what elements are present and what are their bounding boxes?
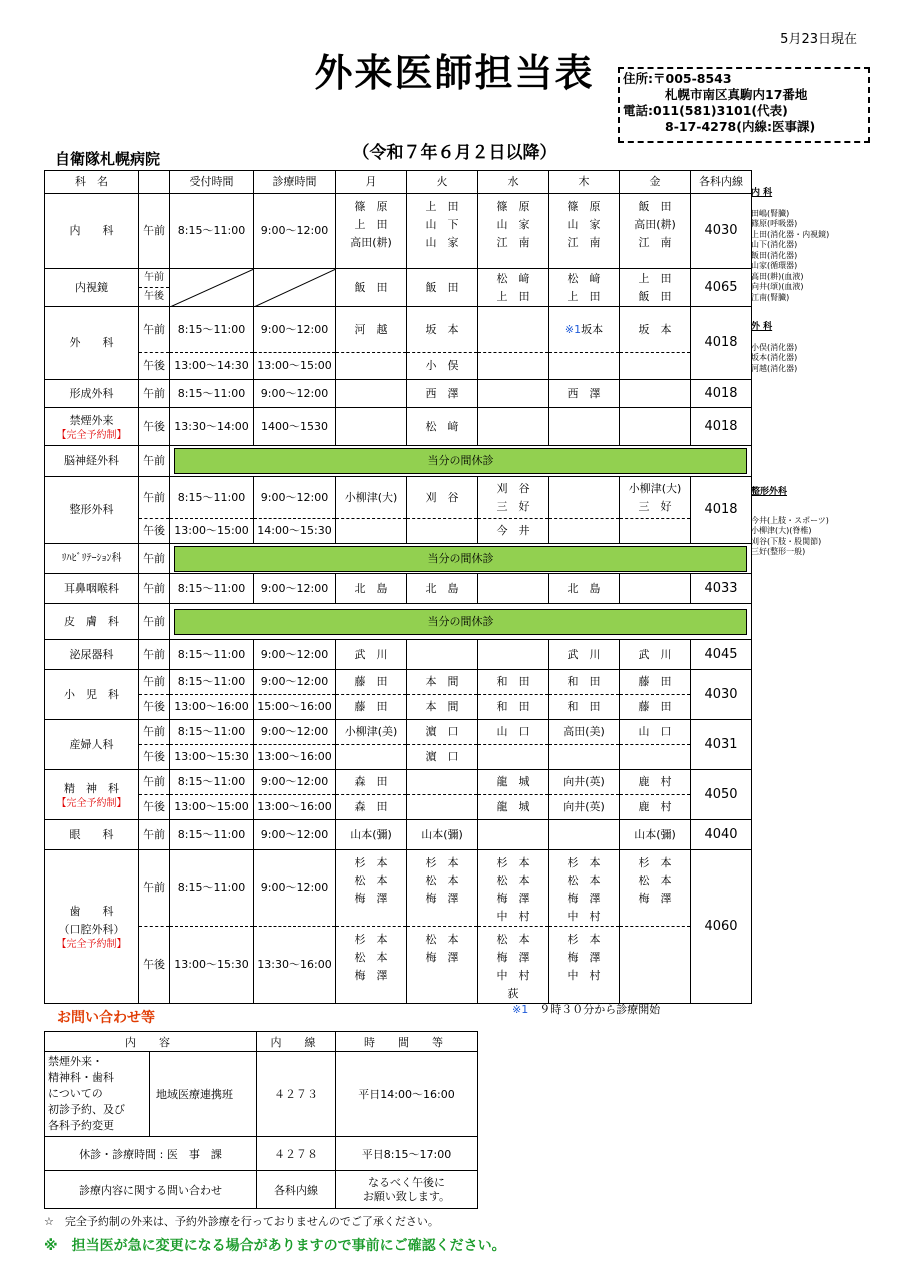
- dept-label: 禁煙外来: [69, 413, 114, 427]
- extension: 4030: [691, 670, 752, 720]
- row-hinyo: [45, 640, 752, 670]
- row-ganka: [45, 820, 752, 850]
- consult-time: 13:00〜15:00: [254, 353, 336, 380]
- session-am: 午前: [139, 720, 170, 745]
- dept-name: 泌尿器科: [45, 640, 139, 670]
- doctor-cell: 和 田: [478, 695, 549, 720]
- address-line: 住所:〒005-8543: [623, 71, 732, 86]
- inquiry-header-time: 時 間 等: [336, 1032, 478, 1052]
- doctor-cell: 篠 原 山 家 江 南: [478, 194, 549, 269]
- reception-time: 8:15〜11:00: [170, 477, 254, 519]
- doctor-cell: 小柳津(大): [336, 477, 407, 519]
- doctor-cell: 本 間: [407, 670, 478, 695]
- dept-label: 歯 科: [69, 904, 114, 918]
- extension: 4060: [691, 850, 752, 1004]
- dept-name: 小 児 科: [45, 670, 139, 720]
- row-shika: [45, 850, 752, 927]
- session-pm: 午後: [139, 795, 170, 820]
- doctor-cell: 杉 本 松 本 梅 澤: [336, 927, 407, 1004]
- dept-name: 産婦人科: [45, 720, 139, 770]
- closed-bar: 当分の間休診: [174, 609, 747, 635]
- doctor-cell: [620, 380, 691, 408]
- doctor-cell: [620, 519, 691, 544]
- session-am: 午前: [139, 850, 170, 927]
- geka-notes: [751, 311, 797, 385]
- doctor-cell: [620, 353, 691, 380]
- doctor-cell: 山本(彌): [620, 820, 691, 850]
- footnote-text: ９時３０分から診療開始: [539, 1003, 661, 1016]
- doctor-cell: [478, 820, 549, 850]
- address-line: 札幌市南区真駒内17番地: [665, 87, 808, 102]
- doctor-cell: [549, 745, 620, 770]
- doctor-cell: 杉 本 松 本 梅 澤 中 村: [478, 850, 549, 927]
- reception-time: 8:15〜11:00: [170, 574, 254, 604]
- doctor-cell: 森 田: [336, 795, 407, 820]
- phone-line: 8-17-4278(内線:医事課): [665, 119, 816, 134]
- notes-title: 外 科: [751, 321, 773, 332]
- reception-time: 13:00〜15:00: [170, 795, 254, 820]
- doctor-cell: [549, 820, 620, 850]
- reservation-note: ☆ 完全予約制の外来は、予約外診療を行っておりませんのでご了承ください。: [44, 1215, 439, 1228]
- diagonal-line: [254, 269, 336, 307]
- header-thu: 木: [549, 171, 620, 194]
- dept-name: [45, 770, 139, 820]
- doctor-cell: 北 島: [407, 574, 478, 604]
- row-naika: [45, 194, 752, 269]
- doctor-cell: [478, 574, 549, 604]
- doctor-cell: 向井(英): [549, 770, 620, 795]
- doctor-cell: 杉 本 松 本 梅 澤: [407, 850, 478, 927]
- reception-time: 8:15〜11:00: [170, 720, 254, 745]
- consult-time: 14:00〜15:30: [254, 519, 336, 544]
- session-am: 午前: [139, 544, 170, 574]
- header-tue: 火: [407, 171, 478, 194]
- row-jibi: [45, 574, 752, 604]
- inquiry-header-content: 内 容: [45, 1032, 257, 1052]
- doctor-cell: 篠 原 山 家 江 南: [549, 194, 620, 269]
- doctor-cell: 藤 田: [620, 670, 691, 695]
- extension: 4040: [691, 820, 752, 850]
- doctor-cell: 武 川: [620, 640, 691, 670]
- doctor-cell: [407, 640, 478, 670]
- inquiry-items: 禁煙外来・ 精神科・歯科 についての 初診予約、及び 各科予約変更: [45, 1052, 150, 1136]
- session-am: 午前: [139, 307, 170, 353]
- doctor-cell: 向井(英): [549, 795, 620, 820]
- dept-name: 皮 膚 科: [45, 604, 139, 640]
- session-pm: 午後: [139, 288, 170, 307]
- doctor-cell: 松 﨑: [407, 408, 478, 446]
- inquiry-row: [45, 1171, 478, 1209]
- extension: 4018: [691, 380, 752, 408]
- reception-time: 8:15〜11:00: [170, 194, 254, 269]
- doctor-cell: [549, 353, 620, 380]
- consult-time: 9:00〜12:00: [254, 194, 336, 269]
- doctor-cell: 小柳津(大) 三 好: [620, 477, 691, 519]
- doctor-cell: 山本(彌): [336, 820, 407, 850]
- inquiry-title: お問い合わせ等: [57, 1010, 155, 1026]
- doctor-cell: 刈 谷: [407, 477, 478, 519]
- doctor-name: 坂本: [581, 322, 604, 336]
- doctor-cell: [620, 574, 691, 604]
- dept-name: [45, 408, 139, 446]
- doctor-cell: 杉 本 松 本 梅 澤: [336, 850, 407, 927]
- header-mon: 月: [336, 171, 407, 194]
- dept-name: 内 科: [45, 194, 139, 269]
- doctor-cell: [336, 519, 407, 544]
- doctor-cell: 松 﨑 上 田: [478, 269, 549, 307]
- doctor-cell: 和 田: [478, 670, 549, 695]
- row-keisei: [45, 380, 752, 408]
- row-shoni: [45, 670, 752, 695]
- row-geka-pm: [45, 353, 752, 380]
- notes-list: 小俣(消化器) 坂本(消化器) 河越(消化器): [751, 342, 798, 373]
- closed-bar: 当分の間休診: [174, 448, 747, 474]
- doctor-cell: [478, 745, 549, 770]
- row-shoni-pm: [45, 695, 752, 720]
- doctor-cell: 坂 本: [620, 307, 691, 353]
- notes-title: 内 科: [751, 187, 773, 198]
- consult-time: 9:00〜12:00: [254, 820, 336, 850]
- inquiry-time: 平日8:15〜17:00: [336, 1137, 478, 1171]
- session-pm: 午後: [139, 927, 170, 1004]
- doctor-cell: 飯 田: [407, 269, 478, 307]
- doctor-cell: [407, 770, 478, 795]
- dept-name: 脳神経外科: [45, 446, 139, 477]
- doctor-cell: 北 島: [336, 574, 407, 604]
- effective-date: （令和７年６月２日以降）: [352, 143, 557, 163]
- row-sanfu: [45, 720, 752, 745]
- doctor-cell: 武 川: [549, 640, 620, 670]
- blank-diagonal: [170, 269, 254, 307]
- inquiry-row: [45, 1052, 478, 1137]
- reception-time: 8:15〜11:00: [170, 850, 254, 927]
- doctor-cell: [478, 640, 549, 670]
- footnote-mark: ※1: [512, 1003, 529, 1016]
- doctor-cell: 西 澤: [549, 380, 620, 408]
- consult-time: 9:00〜12:00: [254, 380, 336, 408]
- session-pm: 午後: [139, 519, 170, 544]
- session-am: 午前: [139, 574, 170, 604]
- diagonal-line: [170, 269, 254, 307]
- doctor-cell: [336, 745, 407, 770]
- doctor-cell: 小柳津(美): [336, 720, 407, 745]
- doctor-cell: 西 澤: [407, 380, 478, 408]
- doctor-cell: 河 越: [336, 307, 407, 353]
- doctor-cell: 濵 口: [407, 745, 478, 770]
- doctor-cell: [478, 353, 549, 380]
- inquiry-dept: 地域医療連携班: [156, 1088, 233, 1101]
- doctor-cell: 武 川: [336, 640, 407, 670]
- session-am: 午前: [139, 446, 170, 477]
- row-seishin-pm: [45, 795, 752, 820]
- dept-name: 耳鼻咽喉科: [45, 574, 139, 604]
- doctor-cell: 藤 田: [620, 695, 691, 720]
- consult-time: 9:00〜12:00: [254, 670, 336, 695]
- inquiry-content: 休診・診療時間 : 医 事 課: [45, 1137, 257, 1171]
- closed-cell: [170, 544, 752, 574]
- consult-time: 15:00〜16:00: [254, 695, 336, 720]
- consult-time: 9:00〜12:00: [254, 720, 336, 745]
- session-am: 午前: [139, 604, 170, 640]
- header-ext: 各科内線: [691, 171, 752, 194]
- header-fri: 金: [620, 171, 691, 194]
- doctor-cell: 松 本 梅 澤: [407, 927, 478, 1004]
- page-title: 外来医師担当表: [314, 51, 595, 95]
- consult-time: 13:00〜16:00: [254, 795, 336, 820]
- doctor-cell: 上 田 飯 田: [620, 269, 691, 307]
- doctor-cell: [549, 477, 620, 519]
- row-seikei-pm: [45, 519, 752, 544]
- doctor-cell: [549, 408, 620, 446]
- seikei-notes: [751, 476, 829, 568]
- change-notice: ※ 担当医が急に変更になる場合がありますので事前にご確認ください。: [44, 1238, 506, 1254]
- inquiry-ext: 各科内線: [257, 1171, 336, 1209]
- extension: 4018: [691, 307, 752, 380]
- doctor-cell: 杉 本 松 本 梅 澤: [620, 850, 691, 927]
- doctor-cell: 森 田: [336, 770, 407, 795]
- row-seikei: [45, 477, 752, 519]
- doctor-cell: 小 俣: [407, 353, 478, 380]
- row-seishin: [45, 770, 752, 795]
- doctor-cell: 飯 田: [336, 269, 407, 307]
- doctor-cell: 藤 田: [336, 670, 407, 695]
- doctor-cell: 高田(美): [549, 720, 620, 745]
- reception-time: 8:15〜11:00: [170, 640, 254, 670]
- row-hifu: [45, 604, 752, 640]
- extension: 4031: [691, 720, 752, 770]
- reception-time: 8:15〜11:00: [170, 307, 254, 353]
- dept-label: 精 神 科: [64, 781, 119, 795]
- dept-name: 外 科: [45, 307, 139, 380]
- dept-name: 整形外科: [45, 477, 139, 544]
- address-box: [618, 67, 870, 143]
- inquiry-row: [45, 1137, 478, 1171]
- extension: 4065: [691, 269, 752, 307]
- doctor-cell: [620, 408, 691, 446]
- session-am: 午前: [139, 477, 170, 519]
- dept-name: 眼 科: [45, 820, 139, 850]
- notes-list: 田嶋(腎臓) 篠原(呼吸器) 上田(消化器・内視鏡) 山下(消化器) 飯田(消化器) 山家(循環器) 高田(耕)(血液) 向井(頌)(血液) 江南(腎臓): [751, 208, 830, 302]
- row-naishikyo: [45, 269, 752, 288]
- row-kinen: [45, 408, 752, 446]
- session-pm: 午後: [139, 695, 170, 720]
- doctor-cell: 鹿 村: [620, 795, 691, 820]
- inquiry-header: [45, 1032, 478, 1052]
- consult-time: 9:00〜12:00: [254, 850, 336, 927]
- consult-time: 9:00〜12:00: [254, 640, 336, 670]
- dept-sublabel: （口腔外科）: [58, 922, 125, 936]
- doctor-cell: 刈 谷 三 好: [478, 477, 549, 519]
- doctor-cell: 濵 口: [407, 720, 478, 745]
- extension: 4050: [691, 770, 752, 820]
- session-am: 午前: [139, 194, 170, 269]
- reception-time: 13:30〜14:00: [170, 408, 254, 446]
- extension: 4030: [691, 194, 752, 269]
- reception-time: 13:00〜15:00: [170, 519, 254, 544]
- inquiry-table: [44, 1031, 478, 1209]
- consult-time: 9:00〜12:00: [254, 574, 336, 604]
- inquiry-ext: ４２７８: [257, 1137, 336, 1171]
- dept-name: ﾘﾊﾋﾞﾘﾃｰｼｮﾝ科: [45, 544, 139, 574]
- session-am: 午前: [139, 820, 170, 850]
- footnote: [512, 1001, 660, 1017]
- doctor-cell: 篠 原 上 田 高田(耕): [336, 194, 407, 269]
- doctor-cell: 和 田: [549, 670, 620, 695]
- reception-time: 13:00〜14:30: [170, 353, 254, 380]
- reception-time: 13:00〜15:30: [170, 927, 254, 1004]
- reserve-badge: 【完全予約制】: [56, 938, 127, 950]
- doctor-cell: 山 口: [478, 720, 549, 745]
- consult-time: 13:30〜16:00: [254, 927, 336, 1004]
- row-reha: [45, 544, 752, 574]
- doctor-cell: 杉 本 松 本 梅 澤 中 村: [549, 850, 620, 927]
- row-geka: [45, 307, 752, 353]
- doctor-cell: 藤 田: [336, 695, 407, 720]
- doctor-cell: 松 本 梅 澤 中 村 荻: [478, 927, 549, 1004]
- doctor-cell: [407, 519, 478, 544]
- doctor-cell: 杉 本 梅 澤 中 村: [549, 927, 620, 1004]
- reception-time: 13:00〜15:30: [170, 745, 254, 770]
- doctor-cell: [620, 927, 691, 1004]
- consult-time: 9:00〜12:00: [254, 477, 336, 519]
- consult-time: 1400〜1530: [254, 408, 336, 446]
- notes-title: 整形外科: [751, 486, 788, 497]
- header-consult: 診療時間: [254, 171, 336, 194]
- doctor-cell: 松 﨑 上 田: [549, 269, 620, 307]
- schedule-table: [44, 170, 752, 1004]
- footnote-mark: ※1: [564, 322, 582, 336]
- consult-time: 9:00〜12:00: [254, 307, 336, 353]
- doctor-cell: 和 田: [549, 695, 620, 720]
- dept-name: [45, 850, 139, 1004]
- doctor-cell: [478, 408, 549, 446]
- row-noushinkei: [45, 446, 752, 477]
- doctor-cell: [620, 745, 691, 770]
- session-am: 午前: [139, 380, 170, 408]
- header-blank: [139, 171, 170, 194]
- doctor-cell: 鹿 村: [620, 770, 691, 795]
- doctor-cell: [478, 380, 549, 408]
- naika-notes: [751, 177, 829, 314]
- consult-time: 9:00〜12:00: [254, 770, 336, 795]
- reception-time: 8:15〜11:00: [170, 380, 254, 408]
- session-am: 午前: [139, 640, 170, 670]
- doctor-cell: 北 島: [549, 574, 620, 604]
- session-pm: 午後: [139, 353, 170, 380]
- row-sanfu-pm: [45, 745, 752, 770]
- doctor-cell: 坂 本: [407, 307, 478, 353]
- notes-list: 今井(上肢・スポーツ) 小柳津(大)(脊椎) 刈谷(下肢・股関節) 三好(整形一般): [751, 515, 829, 556]
- doctor-cell: 飯 田 高田(耕) 江 南: [620, 194, 691, 269]
- dept-name: 内視鏡: [45, 269, 139, 307]
- doctor-cell: [549, 307, 620, 353]
- reserve-badge: 【完全予約制】: [56, 797, 127, 809]
- inquiry-time: 平日14:00〜16:00: [336, 1052, 478, 1137]
- doctor-cell: 本 間: [407, 695, 478, 720]
- blank-diagonal: [254, 269, 336, 307]
- as-of-date: 5月23日現在: [780, 32, 857, 47]
- reserve-badge: 【完全予約制】: [56, 429, 127, 441]
- session-am: 午前: [139, 670, 170, 695]
- phone-line: 電話:011(581)3101(代表): [623, 103, 788, 118]
- inquiry-time: なるべく午後に お願い致します。: [336, 1171, 478, 1209]
- extension: 4018: [691, 408, 752, 446]
- extension: 4045: [691, 640, 752, 670]
- hospital-name: 自衛隊札幌病院: [55, 150, 161, 168]
- doctor-cell: [336, 380, 407, 408]
- closed-cell: [170, 446, 752, 477]
- header-reception: 受付時間: [170, 171, 254, 194]
- inquiry-content: 診療内容に関する問い合わせ: [45, 1171, 257, 1209]
- doctor-cell: 今 井: [478, 519, 549, 544]
- dept-name: 形成外科: [45, 380, 139, 408]
- closed-bar: 当分の間休診: [174, 546, 747, 572]
- extension: 4018: [691, 477, 752, 544]
- reception-time: 8:15〜11:00: [170, 820, 254, 850]
- reception-time: 8:15〜11:00: [170, 770, 254, 795]
- doctor-cell: 上 田 山 下 山 家: [407, 194, 478, 269]
- doctor-cell: 龍 城: [478, 770, 549, 795]
- doctor-cell: 龍 城: [478, 795, 549, 820]
- consult-time: 13:00〜16:00: [254, 745, 336, 770]
- header-wed: 水: [478, 171, 549, 194]
- doctor-cell: [549, 519, 620, 544]
- doctor-cell: 山本(彌): [407, 820, 478, 850]
- inquiry-content: [45, 1052, 257, 1137]
- extension: 4033: [691, 574, 752, 604]
- session-pm: 午後: [139, 408, 170, 446]
- header-dept: 科 名: [45, 171, 139, 194]
- session-am: 午前: [139, 269, 170, 288]
- closed-cell: [170, 604, 752, 640]
- reception-time: 13:00〜16:00: [170, 695, 254, 720]
- inquiry-header-ext: 内 線: [257, 1032, 336, 1052]
- doctor-cell: [407, 795, 478, 820]
- inquiry-ext: ４２７３: [257, 1052, 336, 1137]
- doctor-cell: [336, 408, 407, 446]
- doctor-cell: [478, 307, 549, 353]
- doctor-cell: 山 口: [620, 720, 691, 745]
- doctor-cell: [336, 353, 407, 380]
- row-shika-pm: [45, 927, 752, 1004]
- reception-time: 8:15〜11:00: [170, 670, 254, 695]
- session-pm: 午後: [139, 745, 170, 770]
- header-row: [45, 171, 752, 194]
- session-am: 午前: [139, 770, 170, 795]
